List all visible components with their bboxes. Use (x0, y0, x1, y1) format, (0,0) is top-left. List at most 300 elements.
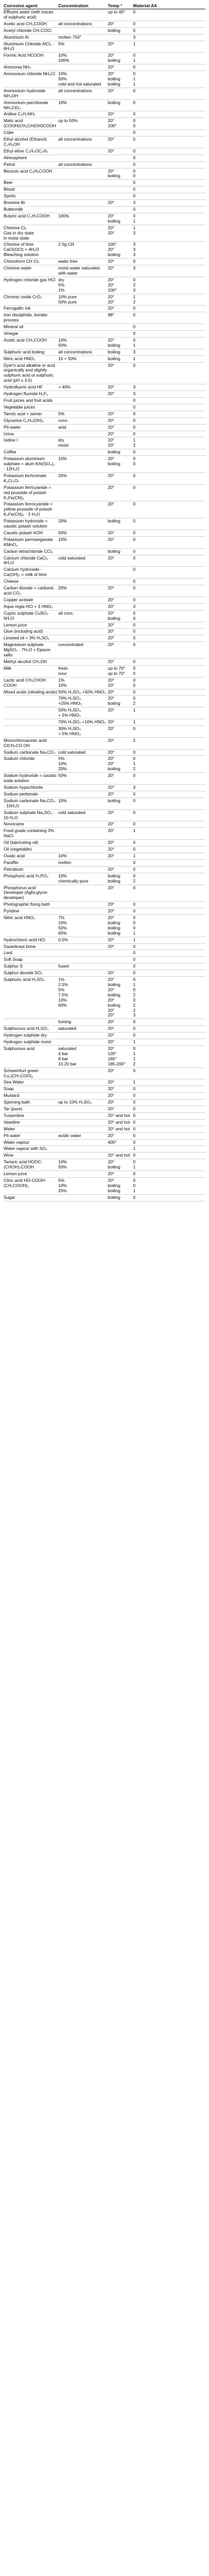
table-row (4, 963, 205, 970)
table-row (4, 821, 205, 828)
table-row (4, 1026, 205, 1032)
cell-agent: Lactic acid CH₃CHOH COOH (4, 677, 47, 688)
cell-agent: Chromic oxide CrO₃ (4, 294, 42, 299)
cell-material: 0 (133, 9, 136, 14)
table-row (4, 501, 205, 518)
cell-material: 0 0 (133, 677, 136, 688)
cell-material: 0 0 0 1 (133, 915, 136, 936)
cell-temperature (108, 579, 133, 584)
cell-concentration (58, 1153, 108, 1158)
cell-temperature: 20° (107, 41, 115, 46)
cell-temperature: 20° boiling boiling (107, 71, 121, 87)
cell-agent: Potassium ferrocyanide = yellow prusside of potash K₄Fe(CN)₆ · 3 H₂O (4, 501, 54, 517)
cell-agent: Petrol (4, 161, 15, 167)
cell-temperature: 20° (107, 530, 115, 535)
table-row (4, 518, 205, 530)
table-row (4, 689, 205, 696)
cell-material: 0 (133, 970, 136, 976)
cell-temperature: 20° boiling boiling boiling (107, 915, 121, 936)
cell-material: 0 (133, 943, 136, 949)
cell-agent: Hydrogen chloride gas HCl (4, 277, 56, 282)
cell-agent: Tannic acid + tannin (4, 411, 42, 416)
cell-agent: Sodium hypochlorite (4, 785, 43, 790)
cell-concentration: molten 750° (58, 34, 82, 40)
cell-concentration (58, 313, 108, 323)
table-row (4, 1159, 205, 1171)
cell-temperature (108, 964, 133, 969)
cell-material: 3 (133, 785, 136, 790)
table-row (4, 549, 205, 555)
cell-concentration: 7% 10% 50% 65% (58, 915, 67, 936)
table-row (4, 418, 205, 425)
cell-material: 0 (133, 312, 136, 318)
table-row (4, 642, 205, 659)
table-row (4, 666, 205, 677)
cell-temperature: boiling (107, 449, 121, 455)
cell-concentration (58, 867, 108, 872)
cell-concentration: 25% (58, 472, 67, 478)
table-row (4, 277, 205, 294)
table-row (4, 1046, 205, 1068)
cell-temperature: 20° (107, 885, 115, 890)
cell-temperature: up to 70° up to 70° (107, 665, 125, 676)
cell-concentration (58, 1140, 108, 1145)
cell-concentration: 10 + 50% (58, 355, 77, 361)
cell-agent: Pit-water (4, 424, 21, 430)
cell-temperature: 20° (107, 585, 115, 591)
cell-material: 0 (133, 1126, 136, 1131)
cell-temperature: boiling (107, 548, 121, 554)
cell-temperature: 20° (107, 259, 115, 264)
cell-temperature: 20° (107, 908, 115, 914)
cell-agent: Benzoic acid C₆H₅COOH (4, 168, 52, 174)
cell-agent: Copper acetate (4, 597, 34, 602)
table-row (4, 155, 205, 162)
cell-material: 1 (133, 1146, 136, 1151)
table-row (4, 207, 205, 213)
cell-concentration (58, 194, 108, 199)
cell-temperature: 20° boiling (107, 53, 121, 63)
cell-material: 0 1 (133, 213, 136, 224)
table-row (4, 530, 205, 537)
table-row (4, 1171, 205, 1178)
cell-agent: Potassium permanganate KMnO₄ (4, 536, 54, 547)
cell-agent: Calcium hydroxide - Ca(OH)₂ = milk of lime (4, 567, 47, 578)
cell-temperature: 400° (107, 1139, 117, 1145)
cell-material: 0 (133, 193, 136, 199)
cell-concentration (58, 636, 108, 641)
cell-material: 0 (133, 306, 136, 311)
table-row (4, 71, 205, 88)
cell-material: 0 (133, 148, 136, 154)
cell-concentration: 50% H₂SO₄ +50% HNO₃ (58, 689, 106, 694)
cell-concentration (58, 363, 108, 384)
cell-material: 0 (133, 362, 136, 368)
cell-temperature: 20° (107, 1067, 115, 1073)
header-concentration: Concentration (58, 3, 89, 8)
cell-concentration: 20% (58, 585, 67, 591)
table-row (4, 425, 205, 431)
cell-agent: Citric acid HO-COOH-(CH₂COOH)₂ (4, 1178, 46, 1188)
cell-agent: Hydrogen sulphide moist (4, 1039, 52, 1045)
cell-temperature: 20° (107, 536, 115, 542)
cell-concentration (58, 226, 108, 241)
cell-temperature (108, 162, 133, 167)
cell-concentration (58, 840, 108, 845)
table-row (4, 846, 205, 853)
cell-temperature: 20° 20° (107, 294, 115, 304)
table-row (4, 404, 205, 411)
cell-temperature: 20° (107, 137, 115, 142)
cell-concentration: all concentrations (58, 88, 92, 93)
table-row (4, 384, 205, 391)
header-temperature: Temp ° (107, 3, 122, 8)
table-row (4, 148, 205, 155)
cell-material: 0 (133, 449, 136, 455)
cell-concentration (58, 331, 108, 336)
cell-agent: Tartaric acid HOOC-(CHOH)₂COOH (4, 1159, 43, 1170)
cell-agent: Hydrochloric acid HCl (4, 937, 45, 942)
cell-temperature: 20° and hot (107, 1153, 130, 1158)
cell-temperature: 20° (107, 306, 115, 311)
cell-agent: Linseed oil + 3% H₂SO₄ (4, 635, 50, 641)
cell-temperature: 20° (107, 725, 115, 731)
table-row (4, 860, 205, 867)
table-row (4, 1019, 205, 1026)
cell-concentration: conc. (58, 417, 69, 423)
cell-material: 3 (133, 265, 136, 271)
cell-concentration: 10% (58, 536, 67, 542)
cell-concentration (58, 1033, 108, 1038)
cell-agent: Chlorine Cl₂ Gas in dry state in moist state (4, 225, 34, 241)
cell-temperature (108, 398, 133, 403)
table-row (4, 111, 205, 118)
cell-concentration (58, 1127, 108, 1132)
cell-concentration (58, 1120, 108, 1125)
cell-temperature (108, 957, 133, 962)
table-row (4, 162, 205, 168)
cell-concentration (58, 1069, 108, 1079)
cell-material: 0 (133, 1093, 136, 1098)
cell-temperature: 20° (107, 970, 115, 976)
cell-agent: Soap (4, 1086, 14, 1092)
cell-temperature: 20° 20° (107, 225, 115, 235)
cell-concentration: 50% (58, 773, 67, 778)
cell-temperature: 20° (107, 902, 115, 907)
cell-concentration (58, 180, 108, 185)
cell-concentration: up to 50% (58, 118, 78, 124)
table-row (4, 180, 205, 187)
cell-material: 0 (133, 1112, 136, 1118)
cell-concentration (58, 169, 108, 179)
cell-material: 0 (133, 27, 136, 33)
cell-concentration (58, 785, 108, 790)
cell-concentration: all concentrations (58, 349, 92, 354)
table-row (4, 1079, 205, 1086)
cell-temperature: 20° (107, 1086, 115, 1092)
cell-temperature: 20° boiling 20° boiling 20° boiling 20° 20° (107, 977, 121, 1018)
cell-temperature: 20° (107, 1132, 115, 1138)
cell-material: 1 3 (133, 225, 136, 235)
cell-agent: Mineral oil (4, 324, 24, 330)
cell-concentration (58, 738, 108, 749)
cell-material: 0 (133, 518, 136, 524)
cell-concentration: 50% H₂SO₄ + 5% HNO₃ (58, 707, 81, 718)
cell-temperature (108, 1146, 133, 1151)
cell-temperature (108, 156, 133, 161)
cell-agent: Water (4, 1126, 15, 1131)
cell-agent: Sulphuric acid boiling (4, 349, 45, 354)
cell-material: 3 (133, 34, 136, 40)
cell-concentration (58, 902, 108, 907)
cell-agent: Caustic potash KOH (4, 530, 43, 535)
table-row (4, 1153, 205, 1159)
cell-temperature: boiling boiling (107, 873, 121, 884)
cell-agent: Novocaine (4, 821, 24, 827)
cell-temperature: 20° (107, 943, 115, 949)
cell-agent: Urine (4, 431, 14, 436)
cell-concentration: saturated (58, 1026, 76, 1031)
cell-concentration: fuming (58, 1019, 71, 1025)
cell-material: 0 (133, 99, 136, 105)
cell-agent: Sulphur S (4, 963, 23, 969)
cell-material: 0 (133, 579, 136, 584)
cell-agent: Chlorine of lime CaCl(OCl) + 4H₂O Bleaching solution (4, 242, 39, 258)
table-body (4, 9, 205, 1201)
cell-material: 0 (133, 635, 136, 641)
cell-concentration: acid (58, 424, 67, 430)
cell-temperature: boiling (107, 349, 121, 354)
cell-temperature: 20° (107, 384, 115, 390)
cell-material: 0 (133, 207, 136, 212)
cell-agent: Aluminium Al (4, 34, 29, 40)
cell-material: 0 0 1 (133, 1178, 136, 1193)
cell-agent: Water vapour (4, 1139, 29, 1145)
cell-agent: Ammonium chloride NH₄Cl (4, 71, 55, 77)
cell-material: 1 2 (133, 294, 136, 304)
cell-temperature: 20° (107, 265, 115, 271)
cell-agent: Ethyl alcohol (Ethanol) C₂H₅OH (4, 137, 49, 147)
cell-material: 0 (133, 567, 136, 572)
cell-temperature (108, 860, 133, 866)
table-row (4, 957, 205, 963)
cell-concentration (58, 944, 108, 950)
cell-temperature: 20° and hot (107, 1126, 130, 1131)
cell-material: 2 (133, 737, 136, 743)
cell-concentration: 10% pure 50% pure (58, 294, 77, 304)
cell-concentration: 1% 10% (58, 677, 67, 688)
cell-material: 0 (133, 137, 136, 142)
cell-agent: Tar (pure) (4, 1106, 23, 1112)
cell-agent: Bromine Br (4, 200, 25, 206)
cell-agent: Spirits (4, 193, 16, 199)
cell-concentration: saturated 4 bar 8 bar 10.20 bar (58, 1045, 77, 1066)
cell-concentration (58, 1172, 108, 1177)
cell-material: 0 (133, 548, 136, 554)
cell-concentration: 10% 50% (58, 337, 67, 348)
table-row (4, 840, 205, 846)
table-row (4, 791, 205, 798)
cell-material: 0 (133, 1099, 136, 1105)
table-row (4, 738, 205, 750)
cell-material: 0 (133, 484, 136, 490)
cell-temperature: 20° 20° boiling (107, 756, 121, 772)
cell-concentration: fresh sour (58, 665, 68, 676)
cell-agent: Turpentine (4, 1112, 24, 1118)
cell-agent: Schweinfurt green Cu₂(CH₃COO)₂ (4, 1067, 40, 1078)
cell-material: 0 (133, 957, 136, 962)
cell-material: 0 (133, 809, 136, 815)
cell-material: 0 (133, 1067, 136, 1073)
cell-material: 1 (133, 1079, 136, 1085)
cell-concentration: 30% H₂SO₄ + 5% HNO₃ (58, 725, 81, 736)
table-row (4, 200, 205, 207)
cell-concentration (58, 792, 108, 797)
cell-material: 0 (133, 963, 136, 969)
table-row (4, 908, 205, 915)
cell-agent: Cider (4, 130, 14, 135)
cell-temperature: 20° boiling (107, 456, 121, 467)
table-row (4, 242, 205, 259)
cell-agent: Sulphur dioxide SO₂ (4, 970, 43, 976)
table-row (4, 294, 205, 306)
table-row (4, 579, 205, 585)
cell-concentration: all concentrations (58, 161, 92, 167)
cell-temperature: 20° (107, 88, 115, 93)
cell-concentration (58, 1080, 108, 1085)
cell-agent: Vaseline (4, 1119, 20, 1125)
table-row (4, 437, 205, 449)
resistance-table (4, 3, 205, 1201)
table-row (4, 915, 205, 937)
cell-agent: Aluminium Chloride AlCl₃ · 6H₂O (4, 41, 56, 52)
cell-material: 1 (133, 937, 136, 942)
cell-concentration (58, 392, 108, 397)
cell-concentration: water free (58, 259, 78, 264)
cell-temperature: 20° (107, 472, 115, 478)
cell-material: 0 (133, 417, 136, 423)
cell-material: 3 (133, 603, 136, 609)
cell-temperature: boiling (107, 1194, 121, 1200)
cell-concentration (58, 598, 108, 603)
cell-concentration: acidic water (58, 1132, 82, 1138)
cell-agent: Monochloroacetic acid ClCH₂CO OH (4, 737, 48, 748)
table-row (4, 1032, 205, 1039)
cell-concentration (58, 65, 108, 70)
cell-temperature: 20° (107, 846, 115, 852)
cell-material: 0 0 (133, 168, 136, 179)
cell-concentration: 1% 2.5% 5% 7.5% 10% 60% (58, 977, 68, 1008)
cell-agent: Nitric acid HNO₃ (4, 915, 36, 921)
cell-concentration (58, 1087, 108, 1092)
table-row (4, 537, 205, 549)
table-row (4, 356, 205, 363)
cell-material: 0 (133, 411, 136, 416)
table-row (4, 677, 205, 689)
cell-concentration (58, 604, 108, 609)
table-row (4, 555, 205, 567)
cell-temperature: boiling (107, 798, 121, 803)
cell-material: 1 (133, 853, 136, 858)
cell-agent: Hydrogen fluoride H₂F₂ (4, 391, 49, 397)
cell-temperature: 20° (107, 1093, 115, 1098)
cell-material: 3 (133, 384, 136, 390)
cell-temperature: 20° (107, 200, 115, 206)
table-row (4, 306, 205, 312)
cell-agent: Beer (4, 180, 13, 185)
table-row (4, 885, 205, 902)
cell-agent: Ammonium hydroxide NH₄OH (4, 88, 47, 98)
table-row (4, 28, 205, 35)
table-row (4, 853, 205, 860)
cell-temperature: 20° boiling (107, 337, 121, 348)
table-row (4, 1133, 205, 1140)
cell-material: 0 (133, 259, 136, 264)
cell-concentration (58, 130, 108, 135)
cell-material: 0 (133, 791, 136, 796)
table-row (4, 944, 205, 951)
cell-concentration: 10% (58, 798, 67, 803)
table-row (4, 168, 205, 180)
cell-temperature (108, 951, 133, 956)
cell-material: 0 0 (133, 118, 136, 129)
cell-temperature: 20° (107, 1019, 115, 1025)
cell-agent: Pyridine (4, 908, 20, 914)
cell-temperature: 100° 20° boiling (107, 242, 121, 258)
cell-temperature (108, 331, 133, 336)
cell-agent: Photographic fixing bath (4, 902, 50, 907)
cell-concentration: cold saturated (58, 555, 86, 561)
table-row (4, 35, 205, 41)
table-row (4, 585, 205, 597)
cell-material: 0 (133, 1026, 136, 1031)
table-row (4, 473, 205, 485)
cell-material: 0 (133, 642, 136, 648)
cell-material: 0 (133, 324, 136, 330)
cell-temperature: 20° (107, 773, 115, 778)
cell-temperature (108, 405, 133, 410)
cell-temperature: 20° (107, 1099, 115, 1105)
cell-agent: Fruit juices and fruit acids (4, 398, 53, 403)
table-row (4, 950, 205, 957)
cell-temperature: 20° (107, 111, 115, 117)
cell-temperature: 20° (107, 64, 115, 70)
cell-material: 0 (133, 424, 136, 430)
table-row (4, 363, 205, 385)
cell-agent: Vegetable juices (4, 404, 35, 410)
cell-material: 1 (133, 707, 136, 713)
cell-material: 0 (133, 908, 136, 914)
cell-material: 0 (133, 749, 136, 755)
cell-concentration: dry 5% 1% (58, 277, 65, 293)
cell-concentration (58, 579, 108, 584)
cell-material: 0 (133, 859, 136, 865)
cell-temperature (108, 187, 133, 192)
table-row (4, 118, 205, 130)
table-row (4, 324, 205, 331)
cell-temperature (108, 325, 133, 330)
cell-temperature (108, 130, 133, 135)
cell-material: 0 (133, 689, 136, 694)
cell-agent: Cheese (4, 579, 19, 584)
table-row (4, 100, 205, 112)
cell-material: 0 (133, 404, 136, 410)
cell-agent: Dyer's acid alkaline or acid organically and slightly sulphuric acid or sulphuric acid (pH ≤ 3.5) (4, 362, 56, 383)
cell-temperature: 20° (107, 689, 115, 694)
cell-concentration (58, 306, 108, 311)
cell-temperature: 20° (107, 937, 115, 942)
table-row (4, 64, 205, 71)
